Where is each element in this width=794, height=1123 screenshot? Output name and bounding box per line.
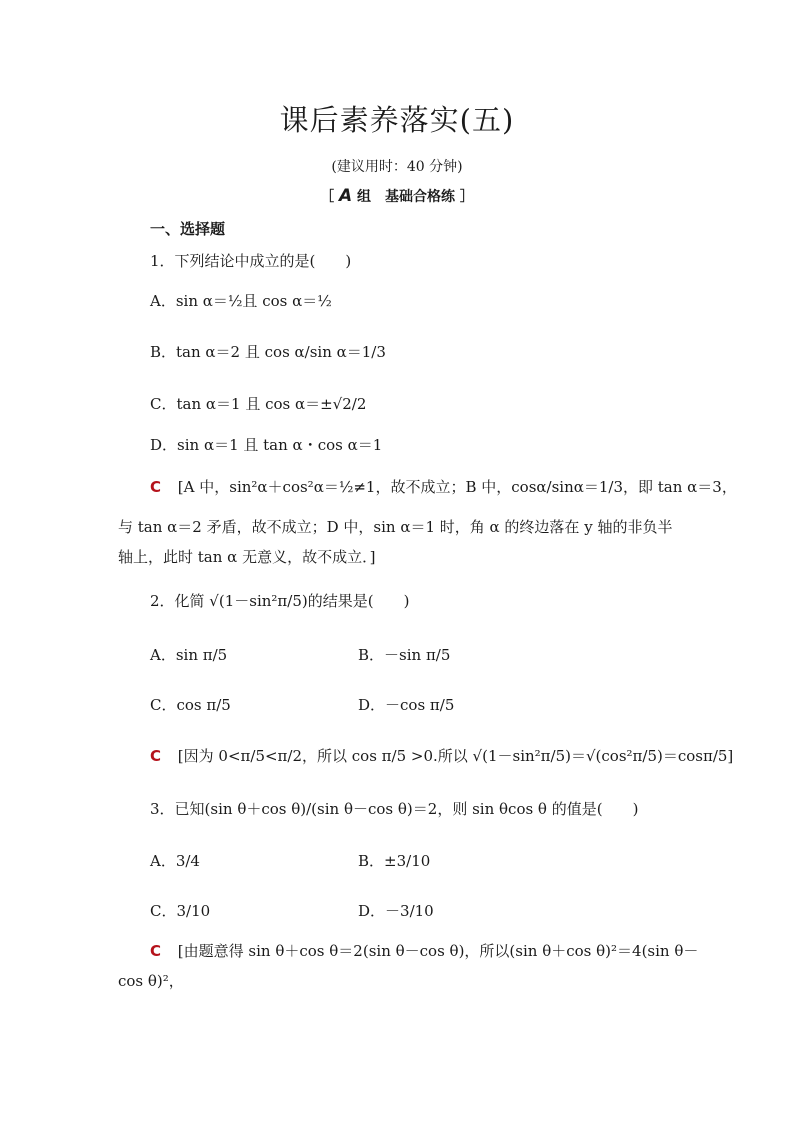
q3-option-d: D．－3/10 [358,902,434,920]
q3-explain-2: cos θ)²， [118,972,184,990]
q1-option-d: D．sin α＝1 且 tan α・cos α＝1 [150,436,383,454]
q2-option-c: C．cos π/5 [150,696,231,714]
q2-option-d: D．－cos π/5 [358,696,455,714]
q1-stem: 1．下列结论中成立的是( ) [150,252,352,270]
q2-option-a: A．sin π/5 [150,646,228,664]
q2-option-b: B．－sin π/5 [358,646,451,664]
q3-option-c: C．3/10 [150,902,211,920]
group-bracket-open: ［ [320,189,335,205]
q1-option-c: C．tan α＝1 且 cos α＝±√2/2 [150,395,367,413]
q3-stem: 3．已知(sin θ＋cos θ)/(sin θ－cos θ)＝2，则 sin θcos θ 的值是( ) [150,800,639,818]
q2-explain: [因为 0<π/5<π/2，所以 cos π/5 >0.所以 √(1－sin²π/5)＝√(cos²π/5)＝cosπ/5] [177,747,734,765]
q3-answer: C [150,942,162,960]
page-title: 课后素养落实(五) [279,103,515,137]
q2-stem: 2．化简 √(1－sin²π/5)的结果是( ) [150,592,410,610]
q1-explain-1: [A 中，sin²α＋cos²α＝½≠1，故不成立；B 中，cosα/sinα＝1/3，即 tan α＝3， [177,478,737,496]
q1-answer: C [150,478,162,496]
q3-solution-line1 [150,940,698,961]
q1-explain-2: 与 tan α＝2 矛盾，故不成立；D 中，sin α＝1 时，角 α 的终边落在 y 轴的非负半 [118,518,673,536]
group-letter: A [338,186,353,206]
suggested-time: (建议用时：40 分钟) [331,159,463,175]
group-bracket-close: ］ [459,189,474,205]
q1-option-a: A．sin α＝½且 cos α＝½ [150,292,332,310]
q1-option-b: B．tan α＝2 且 cos α/sin α＝1/3 [150,343,386,361]
q3-option-b: B．±3/10 [358,852,431,870]
group-heading [0,186,794,206]
group-label: 组 基础合格练 [357,189,456,205]
q1-explain-3: 轴上，此时 tan α 无意义，故不成立．] [118,548,376,566]
q3-option-a: A．3/4 [150,852,200,870]
q1-solution-line1 [150,476,737,497]
q3-explain-1: [由题意得 sin θ＋cos θ＝2(sin θ－cos θ)，所以(sin θ＋cos θ)²＝4(sin θ－ [177,942,699,960]
q2-answer: C [150,747,162,765]
q2-solution [150,745,733,766]
section-heading: 一、选择题 [150,220,226,238]
